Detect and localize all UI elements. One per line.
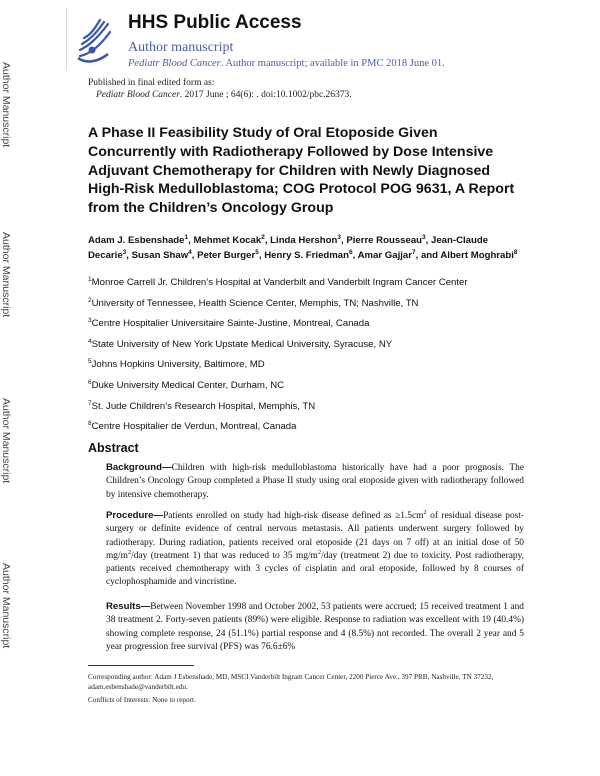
sidebar-label-3: Author Manuscript [0,398,12,484]
affiliation-text: University of Tennessee, Health Science Center, Memphis, TN; Nashville, TN [91,297,419,309]
author-list [88,234,518,263]
author-affiliation-mark: 1 [184,234,189,241]
author-name: Susan Shaw [131,249,189,261]
author-affiliation-mark: 7 [412,248,416,256]
sidebar-label-1: Author Manuscript [0,62,12,148]
author-affiliation-mark: 3 [337,234,341,241]
author-separator: , [126,249,132,261]
author-name: Henry S. Friedman [264,249,349,261]
author-name: Mehmet Kocak [193,235,262,246]
header-divider [66,8,67,70]
author-affiliation-mark: 3 [122,248,127,256]
affiliation-number: 4 [88,337,92,345]
author-affiliation-mark: 5 [255,248,259,256]
affiliation-item [88,359,518,380]
abstract-procedure: Procedure—Patients enrolled on study had high-risk disease defined as $\ge 1.5cm^2$ of residual disease post-surgery or definite evidence of central nervous metastasis. All patients underwent surgery followed by radiotherapy. During radiation, patients received oral etoposide (21 days on 7 off) at an initial dose of 50 $mg/m^2$/day (treatment 1) that was reduced to 35 $mg/m^2$/day (treatment 2) due to toxicity. Post radiotherapy, patients received chemotherapy with 3 cycles of cisplatin and oral etoposide, followed by 8 courses of cyclophosphamide and vincristine. [106,509,525,588]
published-note: Published in final edited form as: Pediatr Blood Cancer. 2017 June ; 64(6): . doi:10.1002/pbc.26373. [88,78,352,100]
affiliation-text: Monroe Carrell Jr. Children’s Hospital at Vanderbilt and Vanderbilt Ingram Cancer Center [91,277,468,288]
author-separator: , [352,249,358,261]
affiliation-number: 2 [88,296,92,304]
author-separator: , [188,235,194,246]
author-name: Albert Moghrabi [440,249,514,261]
author-affiliation-mark: 2 [261,234,265,241]
affiliation-text: Johns Hopkins University, Baltimore, MD [91,359,265,371]
author-name: Adam J. Esbenshade [88,235,185,246]
author-affiliation-mark: 4 [188,248,192,256]
author-affiliation-mark: 6 [349,248,353,256]
affiliation-item [88,339,518,360]
affiliation-number: 1 [88,276,92,283]
sidebar-label-2: Author Manuscript [0,232,12,318]
abstract-background: Background—Children with high-risk medulloblastoma historically have had a poor prognosis. The Children’s Oncology Group completed a Phase II study using oral etoposide given with radiotherapy followed by intensive chemotherapy. [106,462,524,500]
affiliation-item [88,401,518,422]
paper-title: A Phase II Feasibility Study of Oral Etoposide Given Concurrently with Radiotherapy Followed by Dose Intensive Adjuvant Chemotherapy for Children with Newly Diagnosed High-Risk Medulloblastoma; COG Protocol POG 9631, A Report from the Children’s Oncology Group [88,125,515,217]
affiliation-item [88,421,518,442]
author-separator: , [264,235,271,246]
author-separator: , [191,249,198,261]
affiliation-number: 7 [88,399,92,407]
author-affiliation-mark: 3 [422,234,426,241]
affiliation-number: 6 [88,378,92,386]
brand-citation: Pediatr Blood Cancer. Author manuscript; available in PMC 2018 June 01. [128,58,445,69]
author-name: Peter Burger [197,249,256,261]
conflicts-note: Conflicts of Interests: None to report. [88,696,196,704]
brand-subtitle: Author manuscript [128,40,234,55]
affiliation-number: 5 [88,358,92,366]
abstract-heading: Abstract [88,441,139,455]
affiliation-item [88,298,518,319]
author-name: Amar Gajjar [357,249,413,261]
affiliation-item [88,380,518,401]
author-separator: , [425,235,432,246]
affiliation-text: St. Jude Children’s Research Hospital, Memphis, TN [91,400,316,412]
affiliation-text: Centre Hospitalier de Verdun, Montreal, Canada [91,421,297,433]
affiliation-item [88,277,518,298]
author-name: Linda Hershon [270,235,338,246]
brand-title: HHS Public Access [128,12,302,33]
author-affiliation-mark: 8 [513,248,518,256]
affiliation-item [88,318,518,339]
footnote-rule [88,665,194,666]
author-name: Jean-Claude Decarie [88,235,489,261]
corresponding-author-note: Corresponding author: Adam J Esbenshade, MD, MSCI Vanderbilt Ingram Cancer Center, 2200 Pierce Ave., 397 PRB, Nashville, TN 37232, adam.esbenshade@vanderbilt.edu. [88,673,494,691]
affiliation-text: Duke University Medical Center, Durham, NC [91,379,285,391]
author-name: Pierre Rousseau [346,235,423,246]
affiliation-text: Centre Hospitalier Universitaire Sainte-Justine, Montreal, Canada [91,318,370,330]
affiliation-text: State University of New York Upstate Medical University, Syracuse, NY [91,338,393,350]
author-separator: , and [415,249,441,261]
abstract-results: Results—Between November 1998 and October 2002, 53 patients were accrued; 15 received treatment 1 and 38 treatment 2. Forty-seven patients (89%) were eligible. Response to radiation was excellent with 19 (40.4%) showing complete response, 24 (51.1%) partial response and 4 (8.5%) not recorded. The overall 2 year and 5 year progression free survival (PFS) was 76.6±6% [106,601,524,652]
author-separator: , [258,249,265,261]
author-separator: , [340,235,347,246]
sidebar-label-4: Author Manuscript [0,563,12,649]
hhs-eagle-logo-icon [74,10,114,66]
affiliation-list [88,277,518,442]
affiliation-number: 3 [88,317,92,325]
affiliation-number: 8 [88,420,92,428]
